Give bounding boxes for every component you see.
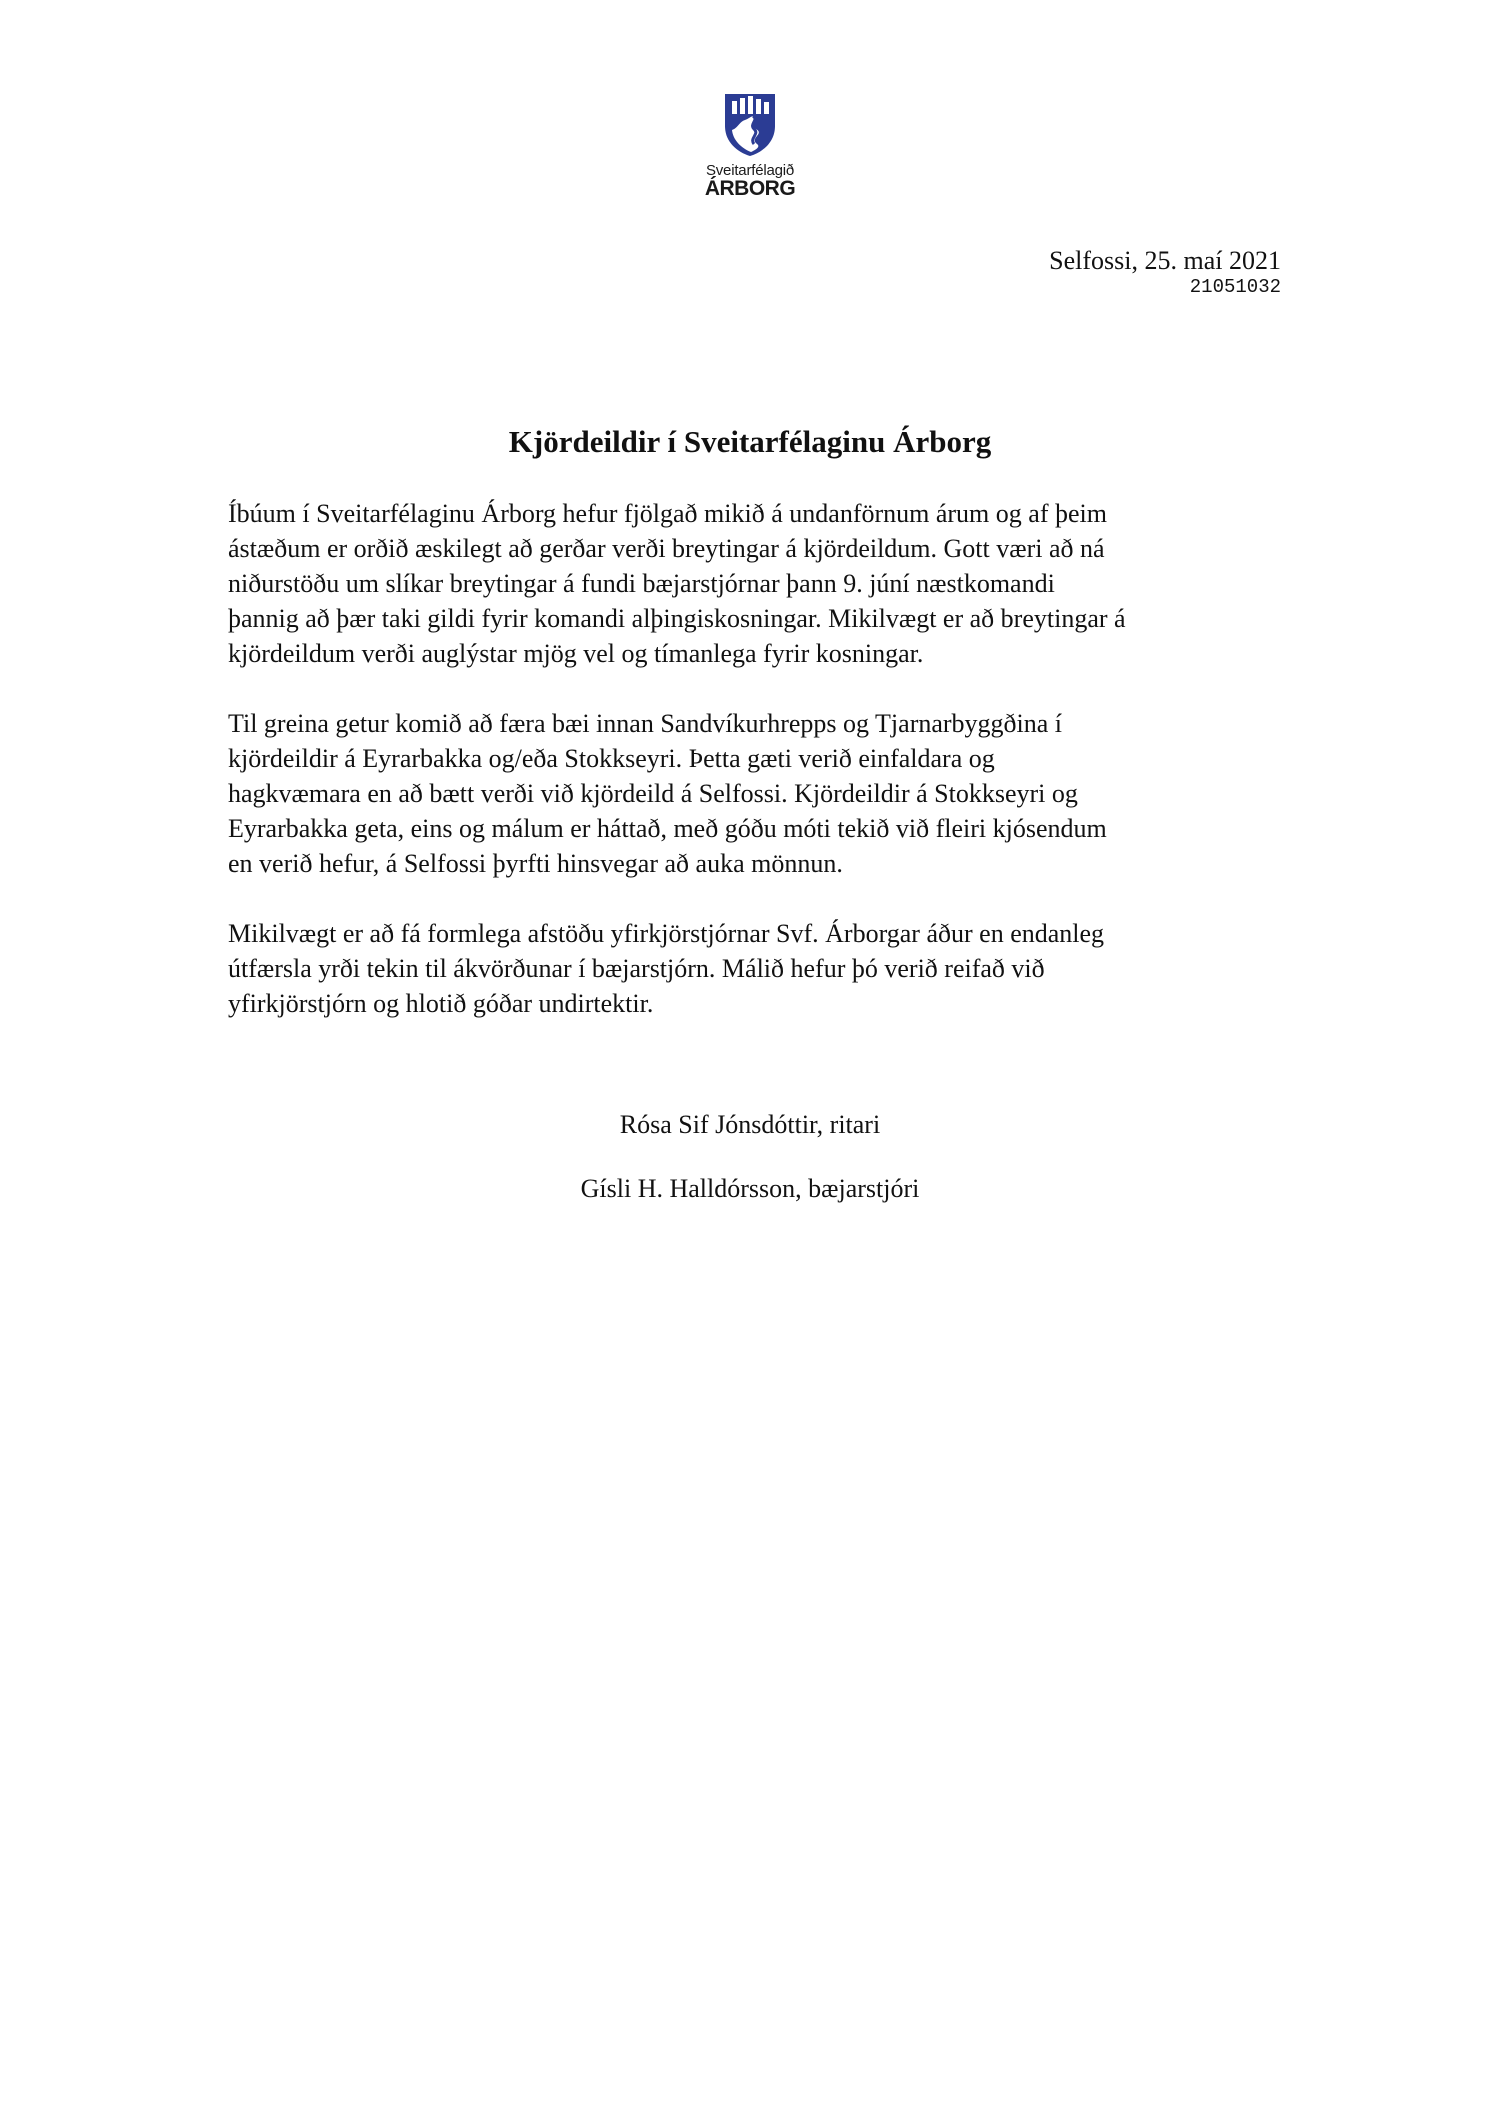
dateline [1049,246,1281,298]
logo-name-line1: Sveitarfélagið [705,162,795,179]
document-title: Kjördeildir í Sveitarfélaginu Árborg [508,424,992,459]
letter-body [228,496,1288,1056]
paragraph-1: Íbúum í Sveitarfélaginu Árborg hefur fjölgað mikið á undanförnum árum og af þeim ástæðum er orðið æskilegt að gerðar verði breytingar á kjördeildum. Gott væri að ná niðurstöðu um slíkar breytingar á fundi bæjarstjórnar þann 9. júní næstkomandi þannig að þær taki gildi fyrir komandi alþingiskosningar. Mikilvægt er að breytingar á kjördeildum verði auglýstar mjög vel og tímanlega fyrir kosningar. [228,499,1126,668]
signature-mayor: Gísli H. Halldórsson, bæjarstjóri [580,1174,920,1203]
paragraph-3: Mikilvægt er að fá formlega afstöðu yfirkjörstjórnar Svf. Árborgar áður en endanleg útfærsla yrði tekin til ákvörðunar í bæjarstjórn. Málið hefur þó verið reifað við yfirkjörstjórn og hlotið góðar undirtektir. [228,919,1105,1018]
logo-name-line2: ÁRBORG [704,177,796,200]
municipality-logo [690,92,810,199]
reference-number: 21051032 [1189,276,1281,298]
paragraph-2: Til greina getur komið að færa bæi innan Sandvíkurhrepps og Tjarnarbyggðina í kjördeildir á Eyrarbakka og/eða Stokkseyri. Þetta gæti verið einfaldara og hagkvæmara en að bætt verði við kjördeild á Selfossi. Kjördeildir á Stokkseyri og Eyrarbakka geta, eins og málum er háttað, með góðu móti tekið við fleiri kjósendum en verið hefur, á Selfossi þyrfti hinsvegar að auka mönnun. [228,709,1107,878]
letter-date: Selfossi, 25. maí 2021 [1049,246,1281,275]
signature-secretary: Rósa Sif Jónsdóttir, ritari [619,1110,881,1139]
arborg-crest-icon [723,92,777,158]
